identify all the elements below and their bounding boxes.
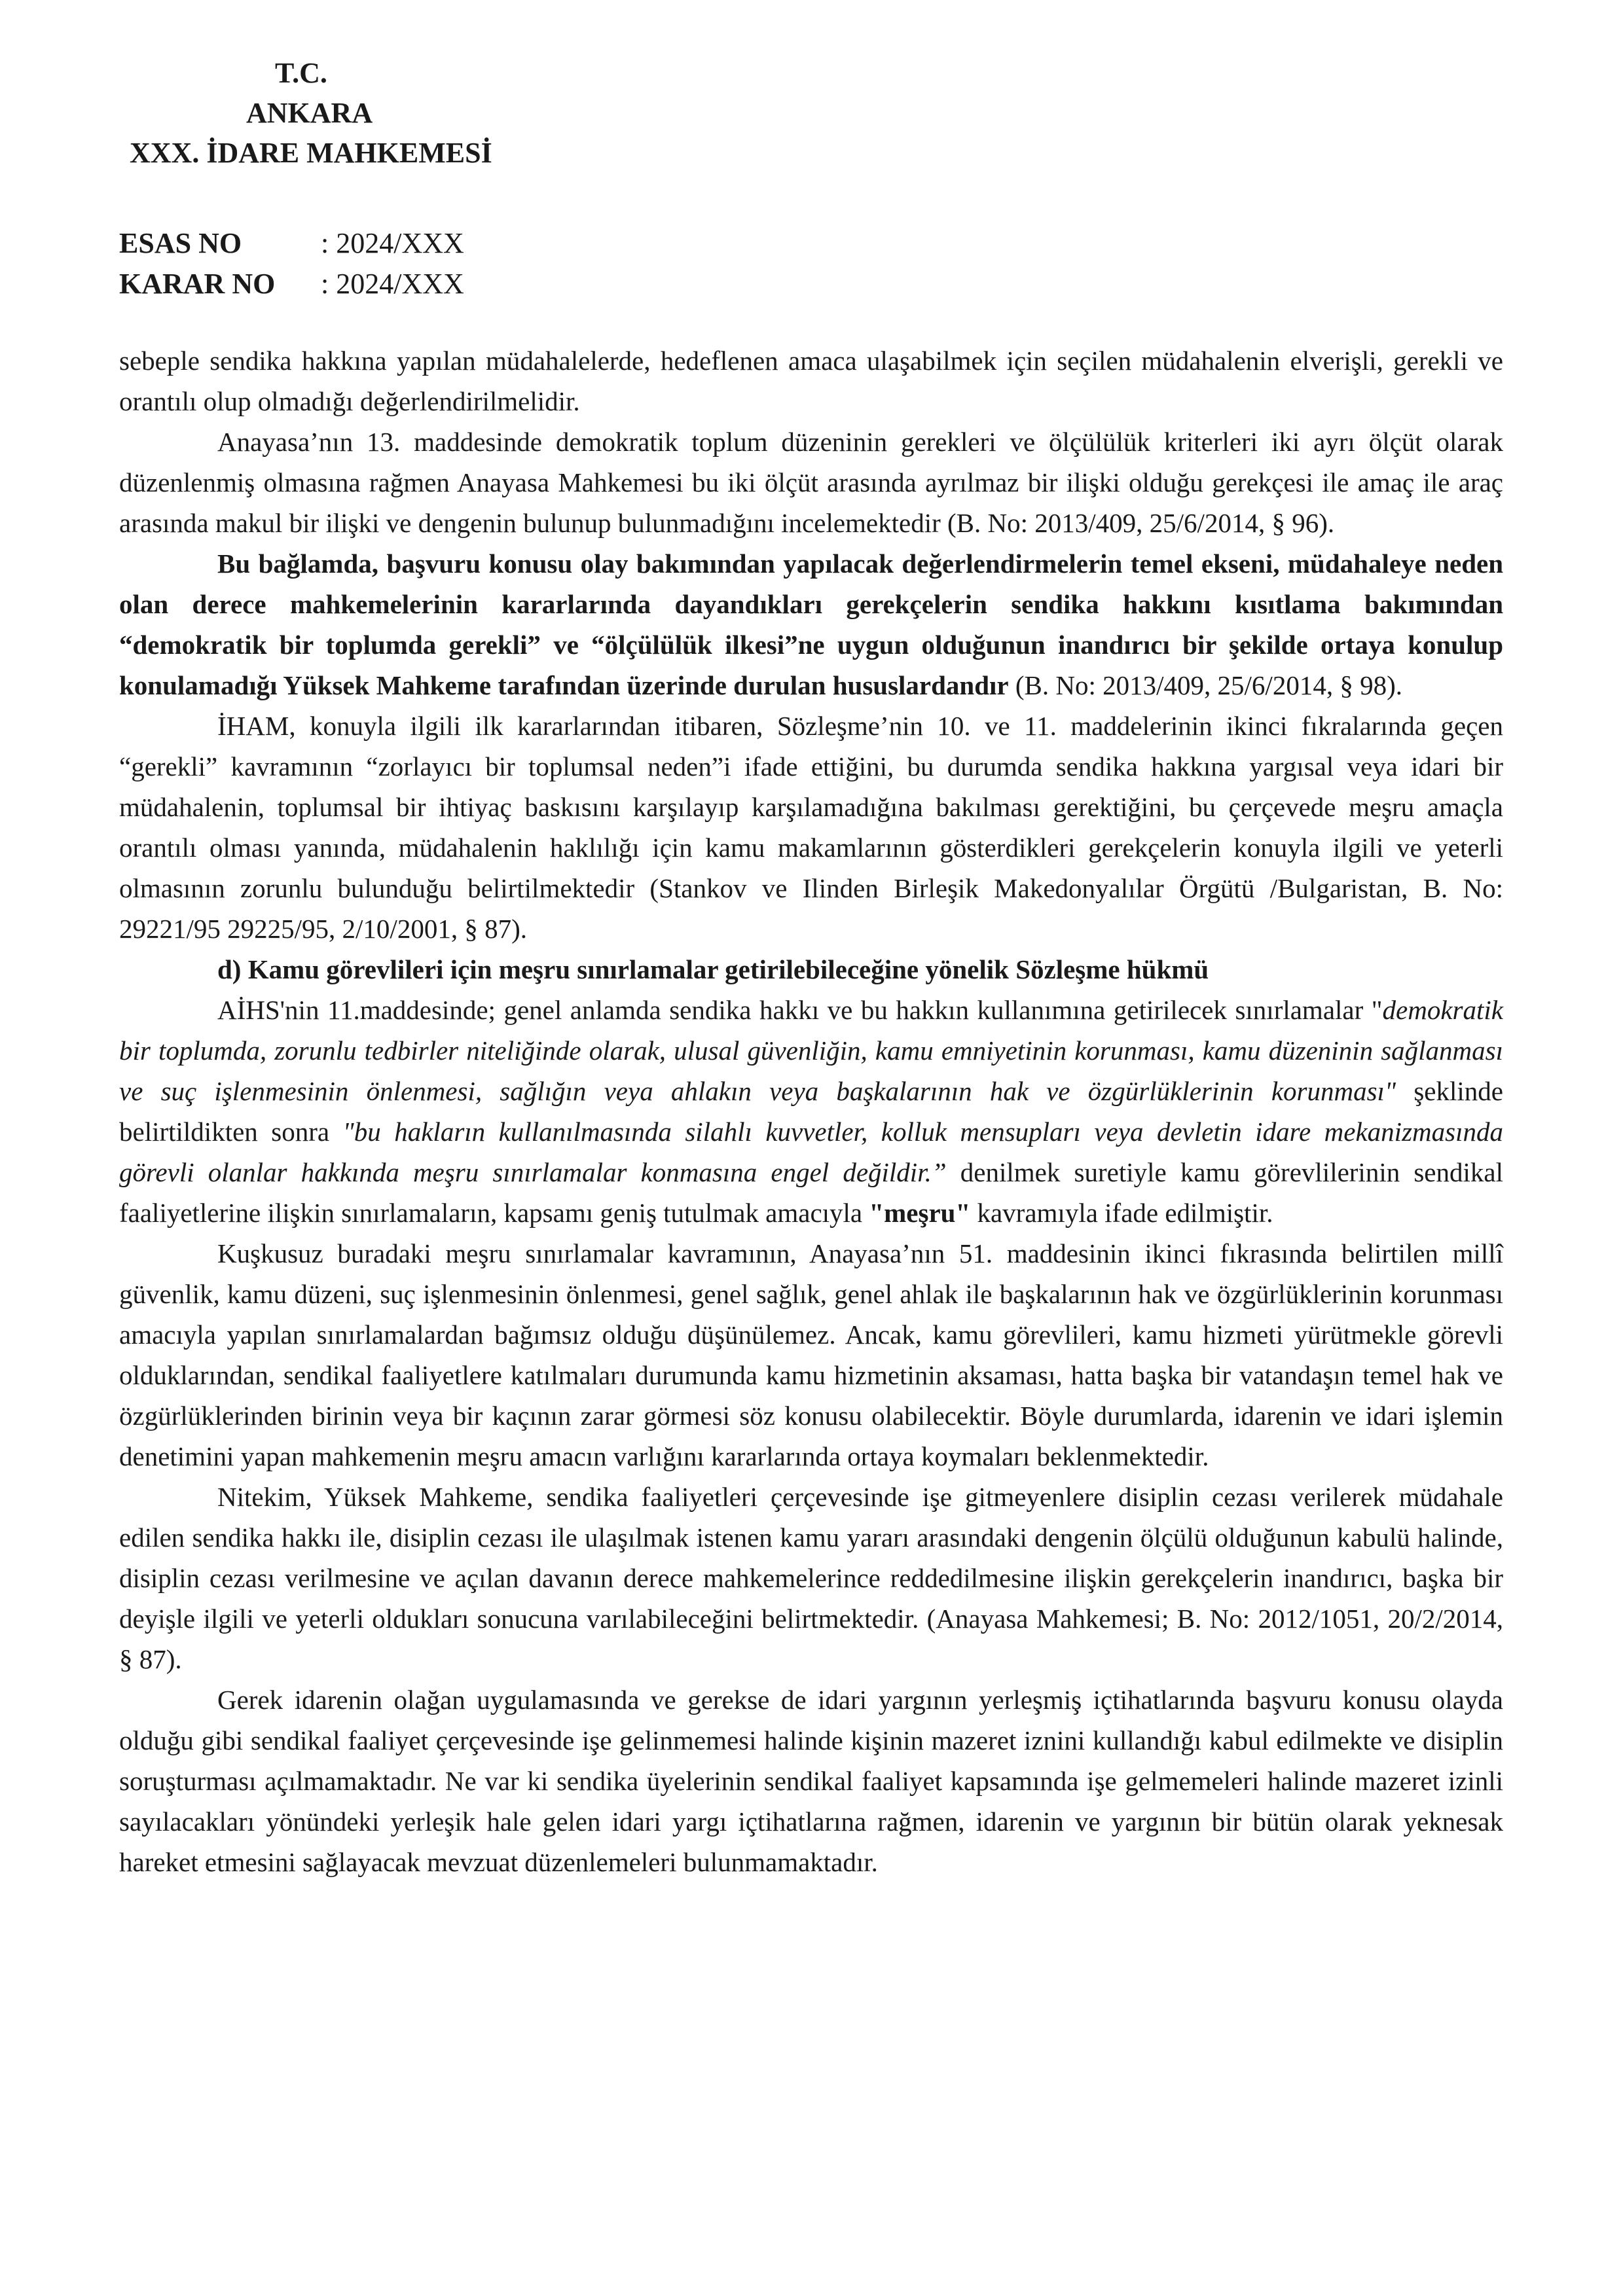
paragraph-4: İHAM, konuyla ilgili ilk kararlarından itibaren, Sözleşme’nin 10. ve 11. maddelerinin ikinci fıkralarında geçen “gerekli” kavramının “zorlayıcı bir toplumsal neden”i ifade ettiğini, bu durumda sendika hakkına yargısal veya idari bir müdahalenin, toplumsal bir ihtiyaç baskısını karşılayıp karşılamadığına bakılması gerektiğini, bu çerçevede meşru amaçla orantılı olması yanında, müdahalenin haklılığı için kamu makamlarının gösterdikleri gerekçelerin konuyla ilgili ve yeterli olmasının zorunlu bulunduğu belirtilmektedir (Stankov ve Ilinden Birleşik Makedonyalılar Örgütü /Bulgaristan, B. No: 29221/95 29225/95, 2/10/2001, § 87). (119, 711, 1503, 944)
paragraph-5-bold-term: "meşru" (869, 1198, 971, 1228)
paragraph-8: Gerek idarenin olağan uygulamasında ve gerekse de idari yargının yerleşmiş içtihatlarında başvuru konusu olayda olduğu gibi sendikal faaliyet çerçevesinde işe gelinmemesi halinde kişinin mazeret iznini kullandığı kabul edilmekte ve disiplin soruşturması açılmamaktadır. Ne var ki sendika üyelerinin sendikal faaliyet kapsamında işe gelmemeleri halinde mazeret izinli sayılacakları yönündeki yerleşik hale gelen idari yargı içtihatlarına rağmen, idarenin ve yargının bir bütün olarak yeknesak hareket etmesini sağlayacak mevzuat düzenlemeleri bulunmamaktadır. (119, 1685, 1503, 1877)
paragraph-5-quote-1: demokratik bir toplumda, zorunlu tedbirler niteliğinde olarak, ulusal güvenliğin, kamu emniyetinin korunması, kamu düzeninin sağlanması ve suç işlenmesinin önlenmesi, sağlığın veya ahlakın veya başkalarının hak ve özgürlüklerinin korunması" (119, 995, 1503, 1106)
section-heading-d-text: d) Kamu görevlileri için meşru sınırlamalar getirilebileceğine yönelik Sözleşme hükmü (217, 954, 1209, 984)
paragraph-3-bold: Bu bağlamda, başvuru konusu olay bakımından yapılacak değerlendirmelerin temel ekseni, müdahaleye neden olan derece mahkemelerinin kararlarında dayandıkları gerekçelerin sendika hakkını kısıtlama bakımından “demokratik bir toplumda gerekli” ve “ölçülülük ilkesi”ne uygun olduğunun inandırıcı bir şekilde ortaya konulup konulamadığı Yüksek Mahkeme tarafından üzerinde durulan hususlardandır (119, 548, 1503, 700)
section-heading-d (119, 949, 1503, 990)
paragraph-5-part-e: denilmek suretiyle kamu görevlilerinin sendikal faaliyetlerine ilişkin sınırlamaların, kapsamı geniş tutulmak amacıyla (119, 1157, 1503, 1228)
paragraph-3-citation: (B. No: 2013/409, 25/6/2014, § 98). (1008, 670, 1402, 700)
paragraph-5-part-a: AİHS'nin 11.maddesinde; genel anlamda sendika hakkı ve bu hakkın kullanımına getirilecek sınırlamalar " (217, 995, 1383, 1025)
paragraph-3 (119, 543, 1503, 706)
paragraph-7: Nitekim, Yüksek Mahkeme, sendika faaliyetleri çerçevesinde işe gitmeyenlere disiplin cezası verilerek müdahale edilen sendika hakkı ile, disiplin cezası ile ulaşılmak istenen kamu yararı arasındaki dengenin ölçülü olduğunun kabulü halinde, disiplin cezası verilmesine ve açılan davanın derece mahkemelerince reddedilmesine ilişkin gerekçelerin inandırıcı, başka bir deyişle ilgili ve yeterli oldukları sonucuna varılabileceğini belirtmektedir. (Anayasa Mahkemesi; B. No: 2012/1051, 20/2/2014, § 87). (119, 1482, 1503, 1674)
header-country: T.C. (275, 57, 327, 89)
karar-label: KARAR NO (119, 268, 276, 300)
header-court: XXX. İDARE MAHKEMESİ (130, 137, 492, 169)
case-karar-row (119, 267, 464, 302)
case-esas-row (119, 226, 464, 261)
paragraph-5-part-c: şeklinde belirtildikten sonra (119, 1076, 1503, 1147)
paragraph-5 (119, 990, 1503, 1233)
paragraph-5-part-g: kavramıyla ifade edilmiştir. (970, 1198, 1273, 1228)
esas-value: : 2024/XXX (321, 227, 464, 259)
paragraph-1: sebeple sendika hakkına yapılan müdahalelerde, hedeflenen amaca ulaşabilmek için seçilen müdahalenin elverişli, gerekli ve orantılı olup olmadığı değerlendirilmelidir. (119, 346, 1503, 416)
esas-label: ESAS NO (119, 227, 242, 259)
karar-value: : 2024/XXX (321, 268, 464, 300)
paragraph-6: Kuşkusuz buradaki meşru sınırlamalar kavramının, Anayasa’nın 51. maddesinin ikinci fıkrasında belirtilen millî güvenlik, kamu düzeni, suç işlenmesinin önlenmesi, genel sağlık, genel ahlak ile başkalarının hak ve özgürlüklerinin korunması amacıyla yapılan sınırlamalardan bağımsız olduğu düşünülemez. Ancak, kamu görevlileri, kamu hizmeti yürütmekle görevli olduklarından, sendikal faaliyetlere katılmaları durumunda kamu hizmetinin aksaması, hatta başka bir vatandaşın temel hak ve özgürlüklerinden birinin veya bir kaçının zarar görmesi söz konusu olabilecektir. Böyle durumlarda, idarenin ve idari işlemin denetimini yapan mahkemenin meşru amacın varlığını kararlarında ortaya koymaları beklenmektedir. (119, 1238, 1503, 1471)
document-body (119, 340, 1503, 1882)
header-city: ANKARA (246, 97, 373, 129)
paragraph-2: Anayasa’nın 13. maddesinde demokratik toplum düzeninin gerekleri ve ölçülülük kriterleri iki ayrı ölçüt olarak düzenlenmiş olmasına rağmen Anayasa Mahkemesi bu iki ölçüt arasında ayrılmaz bir ilişki olduğu gerekçesi ile amaç ile araç arasında makul bir ilişki ve dengenin bulunup bulunmadığını incelemektedir (B. No: 2013/409, 25/6/2014, § 96). (119, 427, 1503, 538)
paragraph-5-quote-2: "bu hakların kullanılmasında silahlı kuvvetler, kolluk mensupları veya devletin idare mekanizmasında görevli olanlar hakkında meşru sınırlamalar konmasına engel değildir.” (119, 1117, 1503, 1187)
